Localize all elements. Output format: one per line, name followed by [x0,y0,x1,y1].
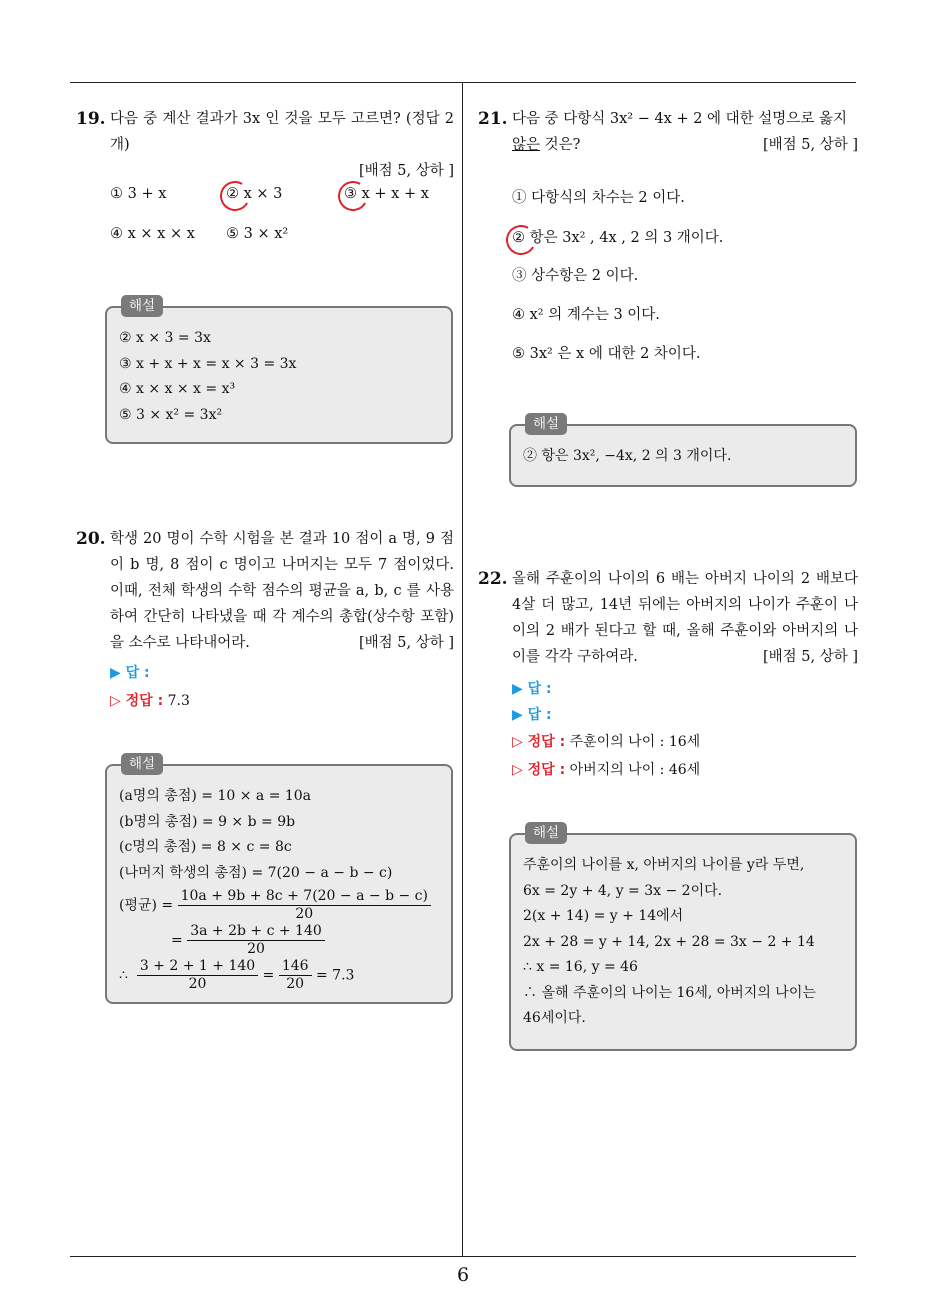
question-number: 19. [76,109,106,129]
solution-line: 2x + 28 = y + 14, 2x + 28 = 3x − 2 + 14 [523,933,815,950]
average-simplified: = $\frac{3a + 2b + c + 140}{20}$ [119,923,441,958]
correct-label: ▷ 정답 : [512,734,566,750]
answer-label: ▶ 답 : [110,665,150,681]
selected-circle-mark: ② [512,230,525,246]
points-label: [배점 5, 상하 ] [358,635,454,651]
points-label: [배점 5, 상하 ] [762,649,858,665]
solution-line: ④ x × x × x = x³ [119,381,236,397]
correct-answer [110,690,190,710]
option-5[interactable]: ⑤ 3 × x² [226,226,289,242]
question-number: 21. [478,109,508,129]
selected-circle-mark: ③ [344,186,357,202]
question-text: 다음 중 다항식 3x² − 4x + 2 에 대한 설명으로 옳지 않은 것은? [배점 5, 상하 ] [512,106,858,158]
top-rule [70,82,856,83]
option-5[interactable]: ⑤ 3x² 은 x 에 대한 2 차이다. [512,346,701,362]
answer-label: ▶ 답 : [512,681,552,697]
solution-line: (나머지 학생의 총점) = 7(20 − a − b − c) [119,864,393,881]
answer-line-1 [512,678,552,698]
correct-value: 아버지의 나이 : 46세 [569,762,701,778]
correct-label: ▷ 정답 : [512,762,566,778]
answer-line [110,662,150,682]
solution-tag: 해설 [121,753,163,775]
solution-line: 주훈이의 나이를 x, 아버지의 나이를 y라 두면, [523,857,805,873]
option-3[interactable]: ③ x + x + x [344,186,429,202]
option-1[interactable]: ① 3 + x [110,186,167,202]
option-2[interactable]: ② x × 3 [226,186,283,202]
option-3[interactable]: ③ 상수항은 2 이다. [512,268,639,284]
question-text: 올해 주훈이의 나이의 6 배는 아버지 나이의 2 배보다 4살 더 많고, 14년 뒤에는 아버지의 나이가 주훈이 나이의 2 배가 된다고 할 때, 올해 주훈이와 아버지의 나이를 각각 구하여라. [배점 5, 상하 ] [512,566,858,670]
option-2[interactable]: ② 항은 3x² , 4x , 2 의 3 개이다. [512,230,724,246]
option-4[interactable]: ④ x² 의 계수는 3 이다. [512,307,660,323]
average-formula: (평균) = $\frac{10a + 9b + 8c + 7(20 - a - b - c)}{20}$ [119,888,441,923]
correct-value: 7.3 [167,693,190,709]
solution-box-22 [509,825,857,1051]
solution-box-21 [509,416,857,487]
points-label: [배점 5, 상하 ] [762,137,858,153]
correct-value: 주훈이의 나이 : 16세 [569,734,701,750]
solution-box-19 [105,298,453,444]
question-number: 20. [76,529,106,549]
question-text: 학생 20 명이 수학 시험을 본 결과 10 점이 a 명, 9 점이 b 명, 8 점이 c 명이고 나머지는 모두 7 점이었다. 이때, 전체 학생의 수학 점수의 평균을 a, b, c 를 사용하여 간단히 나타냈을 때 각 계수의 총합(상수항 포함)을 소수로 나타내어라. [배점 5, 상하 ] [110,526,454,656]
solution-tag: 해설 [525,822,567,844]
correct-label: ▷ 정답 : [110,693,164,709]
final-answer: ∴ $\frac{3 + 2 + 1 + 140}{20}$ = $\frac{146}{20}$ = 7.3 [119,958,355,992]
underlined-word: 않은 [512,137,541,153]
question-21 [478,106,858,158]
solution-line: (a명의 총점) = 10 × a = 10a [119,788,312,804]
question-20 [76,526,454,656]
solution-line: ⑤ 3 × x² = 3x² [119,406,223,423]
page-number: 6 [456,1264,470,1286]
option-4[interactable]: ④ x × x × x [110,226,195,242]
solution-line: 46세이다. [523,1010,586,1026]
answer-label: ▶ 답 : [512,707,552,723]
solution-tag: 해설 [121,295,163,317]
question-number: 22. [478,569,508,589]
points-label: [배점 5, 상하 ] [358,163,454,179]
solution-line: ② x × 3 = 3x [119,330,211,346]
solution-line: ∴ 올해 주훈이의 나이는 16세, 아버지의 나이는 [523,984,816,1001]
answer-line-2 [512,704,552,724]
solution-box-20 [105,756,453,1004]
question-text: 다음 중 계산 결과가 3x 인 것을 모두 고르면? (정답 2 개) [배점 5, 상하 ] [110,106,454,158]
bottom-rule [70,1256,856,1257]
question-22 [478,566,858,670]
correct-answer-2 [512,759,700,779]
solution-line: ∴ x = 16, y = 46 [523,959,638,975]
correct-answer-1 [512,731,700,751]
solution-line: 2(x + 14) = y + 14에서 [523,908,684,924]
solution-line: ② 항은 3x², −4x, 2 의 3 개이다. [523,448,732,464]
solution-line: 6x = 2y + 4, y = 3x − 2이다. [523,882,723,899]
solution-line: (c명의 총점) = 8 × c = 8c [119,839,292,855]
option-1[interactable]: ① 다항식의 차수는 2 이다. [512,190,685,206]
column-divider [462,82,463,1256]
selected-circle-mark: ② [226,186,239,202]
solution-tag: 해설 [525,413,567,435]
solution-line: ③ x + x + x = x × 3 = 3x [119,355,297,372]
question-19 [76,106,454,184]
solution-line: (b명의 총점) = 9 × b = 9b [119,813,296,830]
